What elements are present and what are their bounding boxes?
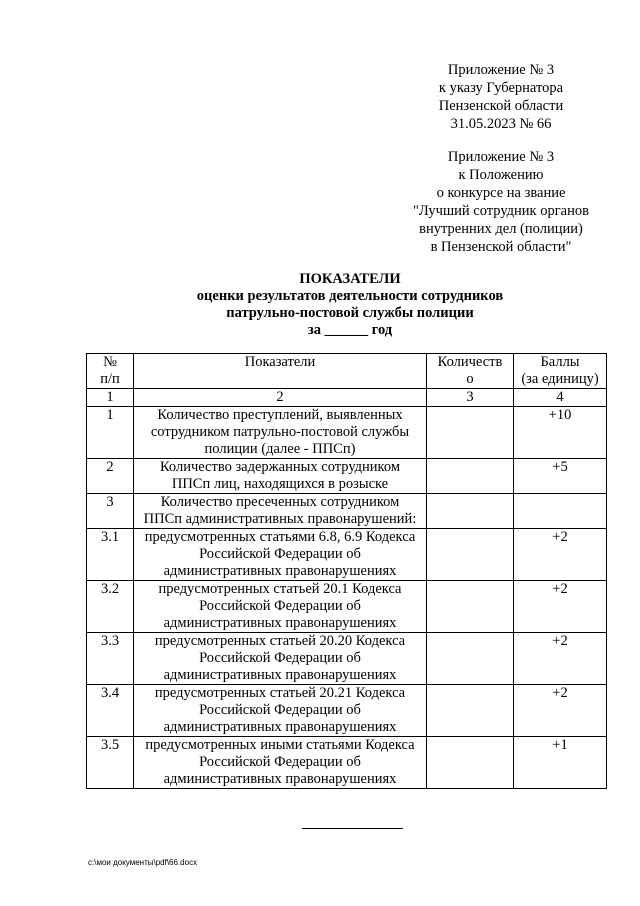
indicator-line: полиции (далее - ППСп) [204,441,356,457]
annex-line: в Пензенской области" [430,239,572,255]
indicator-line: Количество задержанных сотрудником [159,459,401,475]
title-subtitle: патрульно-постовой службы полиции [226,305,474,321]
table-row [87,737,607,789]
footer-divider [302,828,403,829]
row-number: 2 [87,459,134,494]
indicator-line: ППСп административных правонарушений: [143,511,417,527]
annex-line: Приложение № 3 [447,62,555,78]
column-number: 3 [427,389,514,407]
title-heading: ПОКАЗАТЕЛИ [299,271,401,287]
indicator-line: Российской Федерации об [199,546,361,562]
row-indicator [134,407,427,459]
indicator-line: административных правонарушениях [163,771,397,787]
row-quantity [427,581,514,633]
table-header-row [87,354,607,389]
row-number: 1 [87,407,134,459]
row-points: +10 [514,407,607,459]
header-points: Баллы (за единицу) [514,354,607,389]
table-row [87,633,607,685]
column-number-row [87,389,607,407]
indicator-line: административных правонарушениях [163,719,397,735]
annex-line: 31.05.2023 № 66 [450,116,552,132]
row-points [514,494,607,529]
row-indicator [134,459,427,494]
row-points: +1 [514,737,607,789]
column-number: 1 [87,389,134,407]
indicator-line: Российской Федерации об [199,754,361,770]
row-number: 3.4 [87,685,134,737]
table-row [87,581,607,633]
row-quantity [427,459,514,494]
row-number: 3 [87,494,134,529]
row-indicator [134,737,427,789]
row-number: 3.2 [87,581,134,633]
row-indicator [134,581,427,633]
indicator-line: административных правонарушениях [163,615,397,631]
annex-line: о конкурсе на звание [436,185,566,201]
indicator-line: Российской Федерации об [199,650,361,666]
column-number: 4 [514,389,607,407]
row-points: +2 [514,581,607,633]
row-number: 3.1 [87,529,134,581]
annex-line: Пензенской области [438,98,564,114]
indicator-line: Количество пресеченных сотрудником [160,494,400,510]
indicator-line: предусмотренных статьей 20.20 Кодекса [154,633,406,649]
indicator-line: административных правонарушениях [163,563,397,579]
header-num: № п/п [87,354,134,389]
header-indicator: Показатели [134,354,427,389]
row-indicator [134,529,427,581]
row-quantity [427,494,514,529]
row-indicator [134,494,427,529]
title-subtitle: оценки результатов деятельности сотрудников [196,288,504,304]
table-row [87,407,607,459]
row-indicator [134,633,427,685]
table-row [87,494,607,529]
indicator-line: Количество преступлений, выявленных [157,407,403,423]
indicator-line: административных правонарушениях [163,667,397,683]
header-quantity: Количеств о [427,354,514,389]
indicator-line: Российской Федерации об [199,702,361,718]
row-points: +2 [514,685,607,737]
annex-line: к указу Губернатора [438,80,564,96]
row-quantity [427,685,514,737]
table-row [87,459,607,494]
indicator-line: сотрудником патрульно-постовой службы [150,424,410,440]
row-quantity [427,633,514,685]
row-quantity [427,737,514,789]
indicator-line: предусмотренных статьей 20.1 Кодекса [158,581,402,597]
indicator-line: Российской Федерации об [199,598,361,614]
table-row [87,529,607,581]
annex-line: к Положению [458,167,544,183]
document-title [100,271,600,339]
indicator-line: предусмотренных иными статьями Кодекса [145,737,415,753]
annex-governor-decree [420,61,582,133]
title-year: за ______ год [307,322,393,338]
row-points: +2 [514,633,607,685]
indicator-line: предусмотренных статьей 20.21 Кодекса [154,685,406,701]
annex-line: "Лучший сотрудник органов [413,203,589,219]
file-path: c:\мои документы\pdf\66.docx [88,858,198,867]
row-quantity [427,407,514,459]
row-points: +5 [514,459,607,494]
table-row [87,685,607,737]
row-points: +2 [514,529,607,581]
annex-line: Приложение № 3 [447,149,555,165]
indicator-line: ППСп лиц, находящихся в розыске [171,476,389,492]
row-indicator [134,685,427,737]
row-number: 3.3 [87,633,134,685]
column-number: 2 [134,389,427,407]
row-number: 3.5 [87,737,134,789]
indicator-line: предусмотренных статьями 6.8, 6.9 Кодекса [144,529,416,545]
annex-regulation [395,148,607,256]
row-quantity [427,529,514,581]
indicators-table [86,353,607,789]
annex-line: внутренних дел (полиции) [419,221,583,237]
